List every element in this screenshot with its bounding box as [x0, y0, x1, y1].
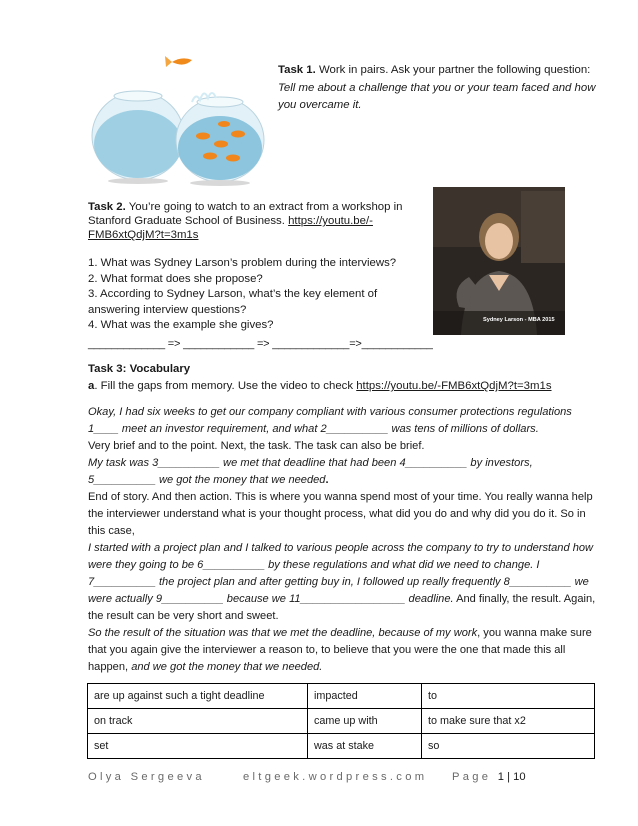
footer-author: Olya Sergeeva [88, 771, 205, 783]
passage-result: So the result of the situation was that we met the deadline, because of my work, you wanna make sure that you again give the interviewer a reason to, to believe that you were the one that made this all happen, and we got the money that we needed. [88, 627, 592, 673]
table-cell: impacted [308, 684, 422, 709]
passage-transition-action: End of story. And then action. This is where you wanna spend most of your time. You really wanna help the interviewer understand what is your thought process, what did you do and why did you do it. So in this case, [88, 491, 593, 537]
task3-instruction-a: a. Fill the gaps from memory. Use the video to check https://youtu.be/-FMB6xtQdjM?t=3m1s [88, 380, 552, 392]
table-cell: was at stake [308, 734, 422, 759]
task3-video-link[interactable]: https://youtu.be/-FMB6xtQdjM?t=3m1s [356, 380, 552, 392]
task1-block [278, 62, 598, 115]
task2-video-link[interactable]: https://youtu.be/-FMB6xtQdjM?t=3m1s [88, 215, 373, 241]
task2-intro: Task 2. You’re going to watch to an extract from a workshop in Stanford Graduate School of Business. https://youtu.be/-FMB6xtQdjM?t=3m1s [88, 201, 403, 241]
table-row [88, 709, 595, 734]
gap-fill-passage [88, 404, 603, 676]
table-cell: to [422, 684, 595, 709]
answer-line: _____________ => ____________ => _____________=>____________ [88, 338, 433, 350]
word-bank-table [87, 683, 595, 759]
passage-situation: Okay, I had six weeks to get our company compliant with various consumer protections regulations 1____ meet an investor requirement, and what 2__________ was tens of millions of dollars. [88, 406, 572, 435]
task1-question: Tell me about a challenge that you or your team faced and how you overcame it. [278, 81, 596, 111]
table-cell: to make sure that x2 [422, 709, 595, 734]
task3-title: Task 3: Vocabulary [88, 363, 191, 375]
video-thumbnail[interactable] [433, 187, 565, 335]
passage-transition-task: Very brief and to the point. Next, the task. The task can also be brief. [88, 440, 425, 452]
goldfish-bowls-image [88, 40, 268, 190]
task2-question-3: 3. According to Sydney Larson, what’s the key element of answering interview questions? [88, 288, 378, 316]
task2-question-1: 1. What was Sydney Larson’s problem during the interviews? [88, 257, 397, 269]
passage-task: My task was 3__________ we met that deadline that had been 4__________ by investors, 5__________ we got the money that we needed. [88, 457, 533, 486]
table-cell: so [422, 734, 595, 759]
table-cell: set [88, 734, 308, 759]
footer-site: eltgeek.wordpress.com [243, 771, 428, 783]
task2-questions [88, 256, 428, 334]
task3-block [88, 362, 558, 394]
table-cell: on track [88, 709, 308, 734]
speaker-photo [433, 187, 565, 335]
task1-instruction: Task 1. Work in pairs. Ask your partner the following question: [278, 64, 591, 76]
task1-heading: Task 1. [278, 64, 316, 76]
table-cell: are up against such a tight deadline [88, 684, 308, 709]
table-row [88, 734, 595, 759]
table-cell: came up with [308, 709, 422, 734]
task2-question-2: 2. What format does she propose? [88, 272, 263, 285]
task2-heading: Task 2. [88, 201, 126, 213]
table-row [88, 684, 595, 709]
video-caption: Sydney Larson - MBA 2015 [483, 317, 555, 323]
passage-action: I started with a project plan and I talked to various people across the company to try to understand how were they going to be 6__________ by these regulations and what did we need to change. I 7__________ the project plan and after getting buy in, I followed up really frequently 8__________ we were actually 9__________ because we 11_________________ deadline. And finally, the result. Again, the result can be very short and sweet. [88, 542, 596, 622]
task2-question-4: 4. What was the example she gives? [88, 319, 274, 332]
footer-page-number: Page 1 | 10 [452, 771, 526, 783]
